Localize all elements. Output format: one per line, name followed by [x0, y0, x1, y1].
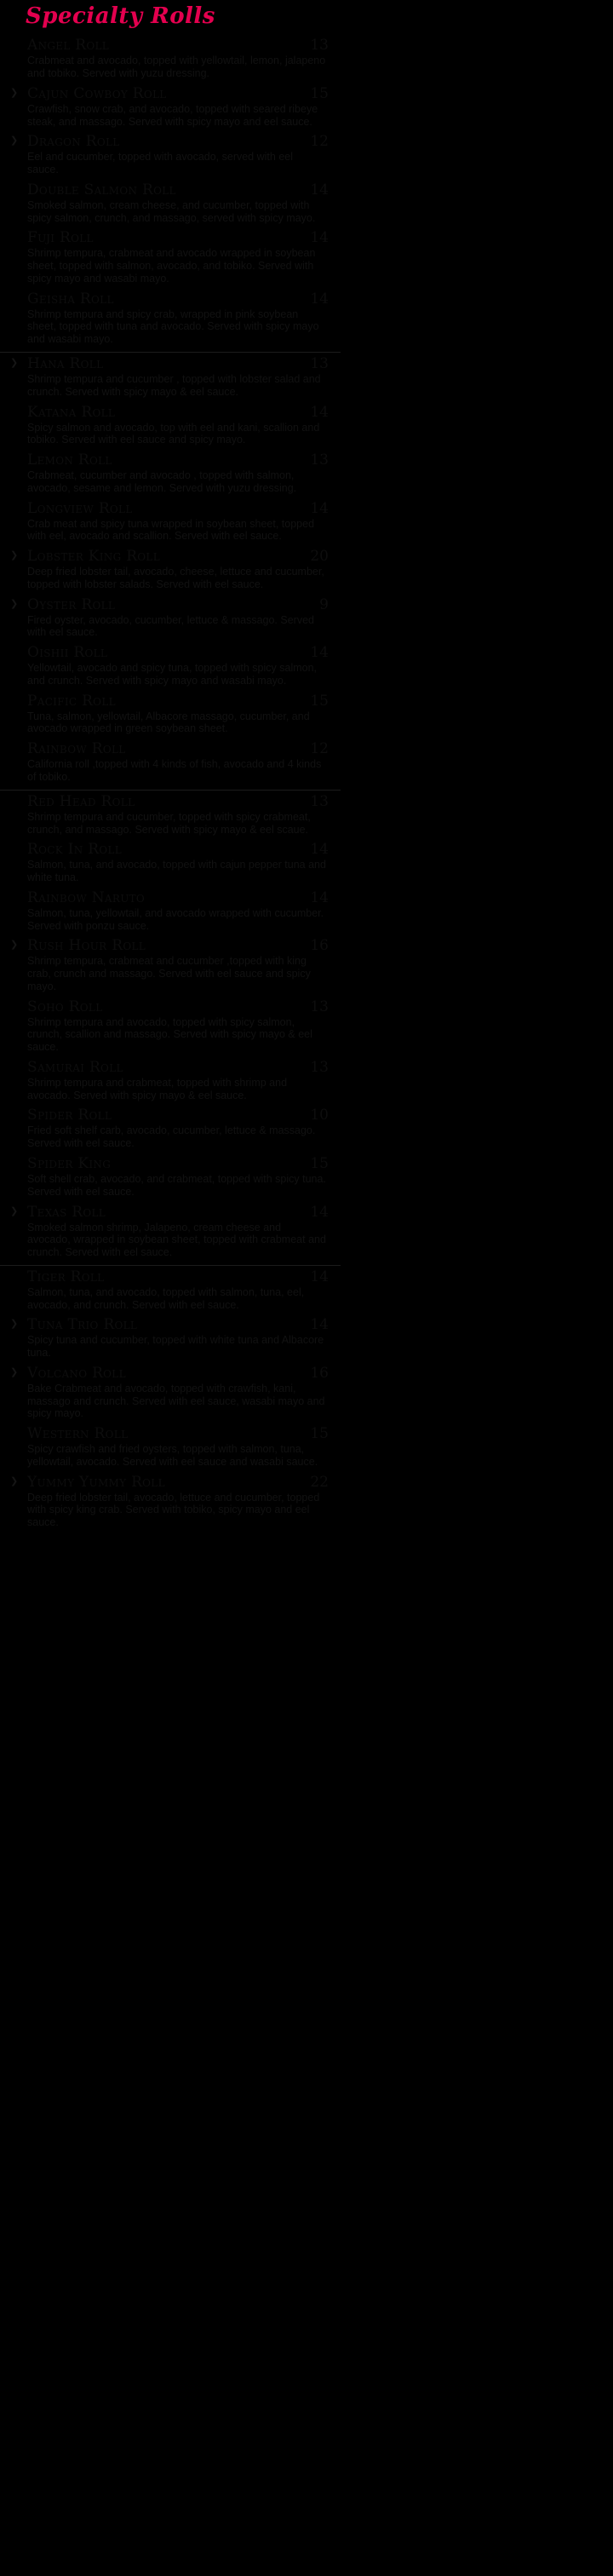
item-price: 14	[310, 1268, 329, 1285]
item-name: Red Head Roll	[27, 792, 135, 810]
item-name: Lemon Roll	[27, 451, 112, 469]
item-description: Shrimp tempura and crabmeat, topped with shrimp and avocado. Served with spicy mayo & eel sauce.	[27, 1076, 288, 1101]
item-name: Oishii Roll	[27, 644, 108, 662]
item-header	[27, 645, 329, 661]
item-description: Spicy salmon and avocado, top with eel and kani, scallion and tobiko. Served with eel sauce and spicy mayo.	[27, 421, 320, 446]
item-name: Rainbow Roll	[27, 740, 126, 758]
item-price: 14	[310, 499, 329, 517]
list-item	[0, 1154, 341, 1203]
item-header	[27, 597, 329, 613]
item-price: 20	[310, 548, 329, 566]
menu-page	[0, 0, 341, 1533]
separator-rule	[0, 790, 341, 791]
item-header	[27, 1366, 329, 1382]
fish-bullet-icon: ❯	[10, 1475, 19, 1486]
item-header	[27, 1475, 329, 1491]
item-description: Smoked salmon shrimp, Jalapeno, cream cheese and avocado, wrapped in soybean sheet, topped with crabmeat and crunch. Served with eel sauce.	[27, 1221, 326, 1259]
item-description: Shrimp tempura, crabmeat and avocado wrapped in soybean sheet, topped with salmon, avocado, and tobiko. Served with spicy mayo and wasabi mayo.	[27, 247, 316, 285]
item-name: Soho Roll	[27, 998, 103, 1015]
fish-bullet-icon: ❯	[10, 1205, 19, 1216]
item-name: Angel Roll	[27, 37, 110, 55]
item-description: Smoked salmon, cream cheese, and cucumber, topped with spicy salmon, crunch, and massago, served with spicy mayo.	[27, 198, 316, 224]
item-name: Rock In Roll	[27, 841, 122, 859]
page-background-right	[341, 0, 613, 2576]
item-header	[27, 549, 329, 565]
fish-bullet-icon: ❯	[10, 135, 19, 147]
item-price: 14	[310, 181, 329, 198]
item-price: 9	[319, 595, 329, 613]
item-description: Spicy tuna and cucumber, topped with white tuna and Albacore tuna.	[27, 1334, 324, 1360]
item-description: Crabmeat, cucumber and avocado , topped with salmon, avocado, sesame and lemon. Served with yuzu dressing.	[27, 469, 297, 494]
item-description: Bake Crabmeat and avocado, topped with crawfish, kani, massago and crunch. Served with eel sauce, wasabi mayo and spicy mayo.	[27, 1382, 325, 1420]
item-header	[27, 1060, 329, 1076]
item-name: Dragon Roll	[27, 133, 120, 151]
item-name: Cajun Cowboy Roll	[27, 84, 167, 102]
item-description: Crab meat and spicy tuna wrapped in soybean sheet, topped with eel, avocado and scallion. Served with eel sauce.	[27, 517, 315, 543]
fish-bullet-icon: ❯	[10, 357, 19, 368]
item-header	[27, 37, 329, 54]
item-header	[27, 842, 329, 858]
item-name: Volcano Roll	[27, 1364, 126, 1382]
item-header	[27, 182, 329, 198]
separator-rule	[0, 352, 341, 353]
item-name: Western Roll	[27, 1425, 129, 1443]
item-header	[27, 693, 329, 710]
item-price: 22	[310, 1473, 329, 1491]
list-item	[0, 547, 341, 595]
item-description: Shrimp tempura, crabmeat and cucumber ,topped with king crab, crunch and massago. Served with eel sauce and spicy mayo.	[27, 955, 311, 992]
item-header	[27, 501, 329, 517]
item-price: 14	[310, 229, 329, 247]
item-name: Pacific Roll	[27, 692, 116, 710]
item-description: Spicy crawfish and fried oysters, topped with salmon, tuna, yellowtail, avocado. Served with eel sauce and wasabi sauce.	[27, 1443, 318, 1468]
list-item	[0, 792, 341, 841]
item-description: Crawfish, snow crab, and avocado, topped with seared ribeye steak, and massago. Served with spicy mayo and eel sauce.	[27, 102, 318, 128]
list-item	[0, 1106, 341, 1154]
fish-bullet-icon: ❯	[10, 1366, 19, 1377]
item-price: 14	[310, 1203, 329, 1221]
item-price: 14	[310, 888, 329, 906]
item-description: Deep fried lobster tail, avocado, cheese, lettuce and cucumber, topped with lobster salads. Served with eel sauce.	[27, 566, 324, 590]
item-price: 13	[310, 998, 329, 1015]
item-name: Rainbow Naruto	[27, 888, 146, 906]
item-price: 14	[310, 290, 329, 308]
item-header	[27, 1426, 329, 1442]
item-header	[27, 452, 329, 469]
item-description: Salmon, tuna, and avocado, topped with salmon, tuna, eel, avocado, and crunch. Served with eel sauce.	[27, 1285, 305, 1311]
list-item	[0, 181, 341, 229]
item-price: 15	[310, 84, 329, 102]
fish-bullet-icon: ❯	[10, 1319, 19, 1330]
item-header	[27, 1317, 329, 1333]
item-name: Spider King	[27, 1154, 112, 1172]
item-price: 13	[310, 354, 329, 372]
list-item	[0, 132, 341, 181]
list-item	[0, 998, 341, 1058]
item-price: 14	[310, 1316, 329, 1334]
item-price: 14	[310, 403, 329, 421]
item-description: Tuna, salmon, yellowtail, Albacore massago, cucumber, and avocado wrapped in green soybean sheet.	[27, 710, 310, 735]
item-price: 15	[310, 1154, 329, 1172]
item-header	[27, 794, 329, 810]
item-header	[27, 134, 329, 150]
item-description: Salmon, tuna, and avocado, topped with cajun pepper tuna and white tuna.	[27, 859, 326, 884]
list-item	[0, 290, 341, 350]
item-name: Lobster King Roll	[27, 548, 160, 566]
item-header	[27, 1156, 329, 1172]
list-item	[0, 643, 341, 692]
list-item	[0, 1315, 341, 1364]
list-item	[0, 1058, 341, 1107]
item-name: Fuji Roll	[27, 229, 94, 247]
item-name: Tuna Trio Roll	[27, 1316, 138, 1334]
list-item	[0, 888, 341, 937]
list-item	[0, 354, 341, 403]
item-header	[27, 741, 329, 757]
item-description: California roll ,topped with 4 kinds of fish, avocado and 4 kinds of tobiko.	[27, 758, 322, 784]
item-header	[27, 1107, 329, 1124]
item-price: 15	[310, 1425, 329, 1443]
item-description: Shrimp tempura and cucumber , topped with lobster salad and crunch. Served with spicy mayo & eel sauce.	[27, 373, 321, 398]
item-description: Fired oyster, avocado, cucumber, lettuce & massago. Served with eel sauce.	[27, 613, 314, 639]
list-item	[0, 84, 341, 133]
item-name: Yummy Yummy Roll	[27, 1473, 165, 1491]
list-item	[0, 595, 341, 644]
item-name: Longview Roll	[27, 499, 133, 517]
item-price: 10	[310, 1107, 329, 1124]
item-name: Rush Hour Roll	[27, 937, 146, 955]
item-name: Geisha Roll	[27, 290, 114, 308]
item-header	[27, 405, 329, 421]
item-description: Shrimp tempura and spicy crab, wrapped in pink soybean sheet, topped with tuna and avocado. Served with spicy mayo and wasabi mayo.	[27, 308, 319, 346]
item-price: 16	[310, 1364, 329, 1382]
item-description: Shrimp tempura and avocado, topped with spicy salmon, crunch, scallion and massago. Served with spicy mayo & eel sauce.	[27, 1015, 312, 1054]
item-header	[27, 86, 329, 102]
fish-bullet-icon: ❯	[10, 87, 19, 98]
item-description: Salmon, tuna, yellowtail, and avocado wrapped with cucumber. Served with ponzu sauce.	[27, 906, 324, 932]
item-header	[27, 938, 329, 954]
item-description: Crabmeat and avocado, topped with yellowtail, lemon, jalapeno and tobiko. Served with yuzu dressing.	[27, 55, 326, 80]
item-header	[27, 1205, 329, 1221]
list-item	[0, 1203, 341, 1263]
item-header	[27, 890, 329, 906]
list-item	[0, 1473, 341, 1533]
page-title: Specialty Rolls	[0, 0, 341, 33]
menu-item-list	[0, 36, 341, 1533]
item-price: 13	[310, 1058, 329, 1076]
list-item	[0, 1268, 341, 1316]
list-item	[0, 499, 341, 548]
item-header	[27, 230, 329, 246]
list-item	[0, 1424, 341, 1473]
list-item	[0, 36, 341, 84]
item-description: Deep fried lobster tail, avocado, lettuce and cucumber, topped with spicy king crab. Served with tobiko, spicy mayo and eel sauce.	[27, 1491, 320, 1529]
item-header	[27, 1269, 329, 1285]
item-description: Shrimp tempura and cucumber, topped with spicy crabmeat, crunch, and massago. Served with spicy mayo & eel scaue.	[27, 810, 311, 836]
list-item	[0, 1364, 341, 1424]
fish-bullet-icon: ❯	[10, 940, 19, 951]
item-price: 12	[310, 133, 329, 151]
list-item	[0, 840, 341, 888]
item-name: Tiger Roll	[27, 1268, 105, 1285]
separator-rule	[0, 1265, 341, 1266]
list-item	[0, 936, 341, 997]
list-item	[0, 451, 341, 499]
item-header	[27, 999, 329, 1015]
list-item	[0, 403, 341, 451]
item-description: Yellowtail, avocado and spicy tuna, topped with spicy salmon, and crunch. Served with spicy mayo and wasabi mayo.	[27, 662, 318, 687]
item-header	[27, 356, 329, 372]
item-price: 12	[310, 740, 329, 758]
item-price: 14	[310, 644, 329, 662]
fish-bullet-icon: ❯	[10, 550, 19, 561]
item-header	[27, 291, 329, 308]
list-item	[0, 739, 341, 788]
item-price: 13	[310, 792, 329, 810]
item-name: Katana Roll	[27, 403, 116, 421]
list-item	[0, 228, 341, 289]
fish-bullet-icon: ❯	[10, 598, 19, 609]
item-name: Double Salmon Roll	[27, 181, 176, 198]
item-price: 13	[310, 37, 329, 55]
item-name: Spider Roll	[27, 1107, 112, 1124]
item-price: 14	[310, 841, 329, 859]
list-item	[0, 692, 341, 740]
item-price: 16	[310, 937, 329, 955]
item-name: Hana Roll	[27, 354, 104, 372]
item-description: Soft shell crab, avocado, and crabmeat, topped with spicy tuna. Served with eel sauce.	[27, 1173, 326, 1198]
item-name: Texas Roll	[27, 1203, 106, 1221]
item-description: Fried soft shelf carb, avocado, cucumber, lettuce & massago. Served with eel sauce.	[27, 1124, 316, 1150]
item-description: Eel and cucumber, topped with avocado, served with eel sauce.	[27, 151, 293, 176]
item-price: 15	[310, 692, 329, 710]
item-price: 13	[310, 451, 329, 469]
item-name: Oyster Roll	[27, 595, 116, 613]
item-name: Samurai Roll	[27, 1058, 123, 1076]
